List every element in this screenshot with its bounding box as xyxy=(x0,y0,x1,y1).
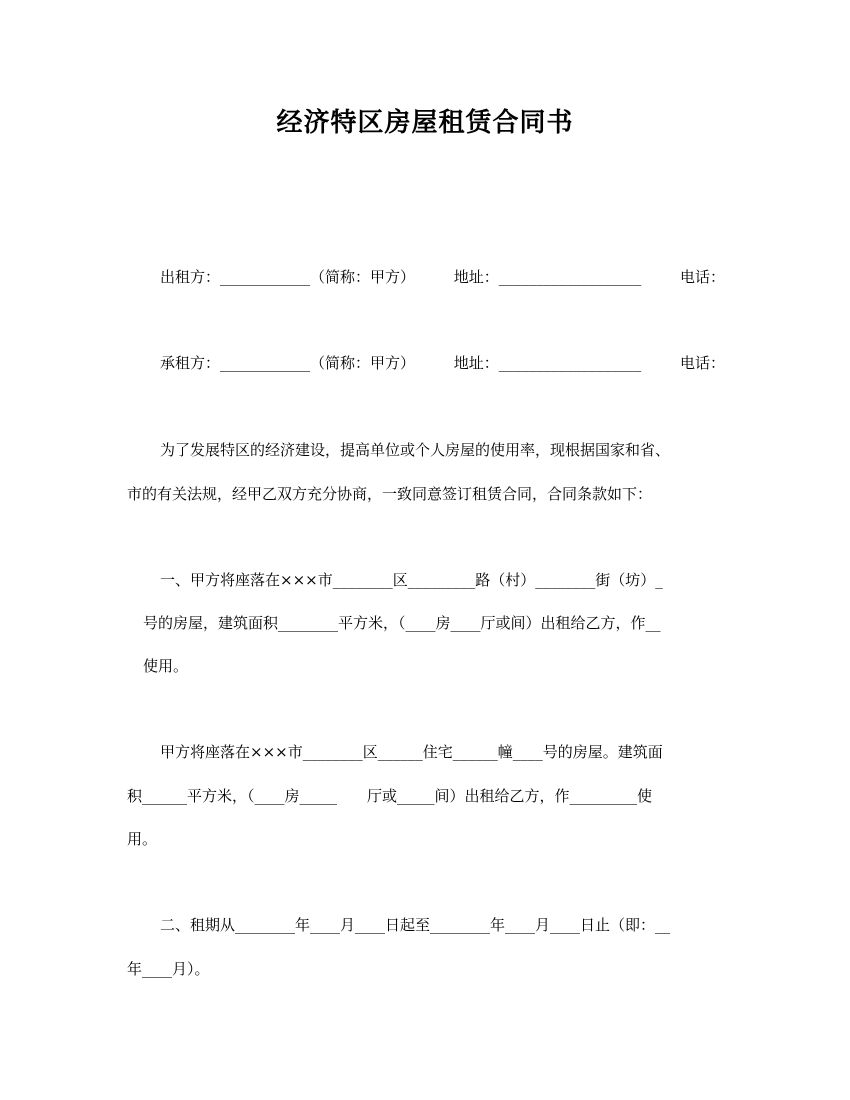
lessor-row xyxy=(160,267,725,287)
preamble-line-2: 市的有关法规，经甲乙双方充分协商，一致同意签订租赁合同，合同条款如下： xyxy=(127,485,653,503)
lessee-row xyxy=(160,353,725,373)
preamble-line-1: 为了发展特区的经济建设，提高单位或个人房屋的使用率，现根据国家和省、 xyxy=(160,441,671,459)
clause1-alt-line-1: 甲方将座落在×××市________区______住宅______幢____号的房屋。建筑面 xyxy=(160,743,663,761)
clause2-line-1: 二、租期从________年____月____日起至________年____月____日止（即：__ xyxy=(160,916,671,934)
page-title: 经济特区房屋租赁合同书 xyxy=(276,108,574,138)
lessee-address: 地址：___________________ xyxy=(453,354,642,372)
lessor-label: 出租方：____________（简称：甲方） xyxy=(160,268,416,286)
clause1-alt-line-3: 用。 xyxy=(127,830,158,848)
lessor-address: 地址：___________________ xyxy=(453,268,642,286)
lessee-phone: 电话： xyxy=(679,354,725,372)
clause1-line-3: 使用。 xyxy=(143,657,189,675)
lessee-label: 承租方：____________（简称：甲方） xyxy=(160,354,416,372)
clause1-line-1: 一、甲方将座落在×××市________区_________路（村）________街（坊）_ xyxy=(160,571,663,589)
clause1-alt-line-2: 积______平方米，（____房_____ 厅或_____间）出租给乙方，作_________使 xyxy=(127,787,653,805)
clause1-line-2: 号的房屋，建筑面积________平方米，（____房____厅或间）出租给乙方，作__ xyxy=(143,614,661,632)
lessor-phone: 电话： xyxy=(679,268,725,286)
clause2-line-2: 年____月）。 xyxy=(127,960,210,978)
